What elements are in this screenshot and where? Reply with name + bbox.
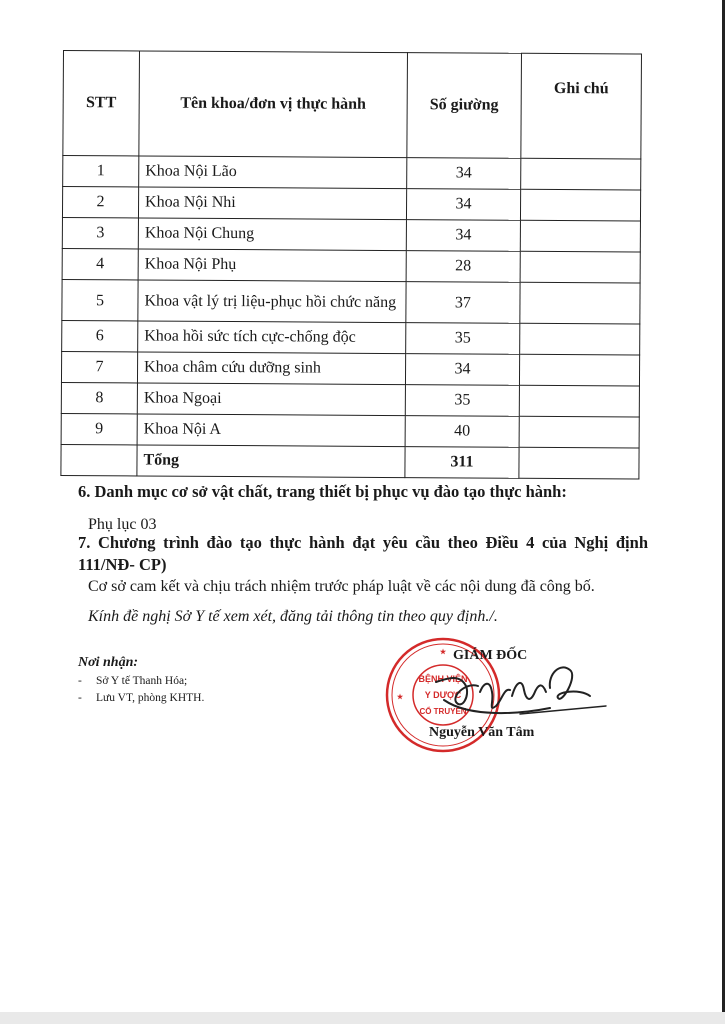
- row-beds: 40: [405, 416, 519, 448]
- row-note: [519, 385, 639, 417]
- table-row: [61, 382, 639, 417]
- table-row: [61, 351, 639, 386]
- list-item: - Lưu VT, phòng KHTH.: [78, 692, 205, 704]
- row-beds: 35: [406, 323, 520, 355]
- stamp-text-mid: Y DƯỢC: [424, 690, 462, 700]
- row-department: Khoa Nội Lão: [139, 156, 407, 189]
- stamp-ring-star: ★: [396, 694, 404, 701]
- row-stt: 1: [63, 156, 139, 187]
- row-beds: 34: [406, 189, 520, 221]
- signer-name: Nguyễn Văn Tâm: [429, 725, 535, 740]
- table-row: [63, 156, 641, 191]
- header-department: Tên khoa/đơn vị thực hành: [139, 51, 408, 158]
- row-stt: 7: [61, 351, 137, 382]
- row-stt: 6: [62, 320, 138, 351]
- recipient-label: Sở Y tế Thanh Hóa;: [96, 675, 188, 687]
- row-beds: 35: [405, 385, 519, 417]
- row-department: Khoa Ngoại: [137, 383, 405, 416]
- row-note: [519, 354, 639, 386]
- row-stt: 9: [61, 413, 137, 444]
- practice-beds-table: [60, 50, 642, 480]
- stamp-text-bot: CỔ TRUYỀN: [419, 707, 467, 716]
- row-stt: 2: [62, 187, 138, 218]
- row-department: Khoa Nội Nhi: [138, 187, 406, 220]
- total-stt: [61, 444, 137, 475]
- table-row: [61, 413, 639, 448]
- row-beds: 28: [406, 251, 520, 283]
- signature-title: GIÁM ĐỐC: [453, 648, 528, 663]
- header-stt: STT: [63, 51, 140, 156]
- section-6-text: Phụ lục 03: [88, 516, 157, 533]
- row-note: [520, 251, 640, 283]
- row-beds: 34: [405, 354, 519, 386]
- recipient-label: Lưu VT, phòng KHTH.: [96, 692, 205, 704]
- row-beds: 37: [406, 282, 520, 324]
- row-beds: 34: [407, 158, 521, 190]
- table-row: [62, 320, 640, 355]
- row-department: Khoa hồi sức tích cực-chống độc: [138, 321, 406, 354]
- row-stt: 4: [62, 248, 138, 279]
- recipients-list: [78, 673, 204, 707]
- stamp-ring-mark: ★: [439, 649, 447, 656]
- row-stt: 5: [62, 279, 138, 320]
- recipients-title: Nơi nhận:: [78, 655, 139, 670]
- section-6-heading: 6. Danh mục cơ sở vật chất, trang thiết bị phục vụ đào tạo thực hành:: [78, 482, 567, 501]
- table-row: [62, 187, 640, 222]
- row-department: Khoa vật lý trị liệu-phục hồi chức năng: [138, 280, 406, 323]
- list-item: - Sở Y tế Thanh Hóa;: [78, 675, 188, 687]
- scan-bottom: [0, 1012, 725, 1024]
- section-7-heading: 7. Chương trình đào tạo thực hành đạt yêu cầu theo Điều 4 của Nghị định 111/NĐ- CP): [78, 533, 648, 574]
- row-department: Khoa Nội Chung: [138, 218, 406, 251]
- total-label: Tổng: [137, 445, 405, 478]
- table-row: [62, 217, 640, 252]
- row-note: [520, 282, 640, 324]
- row-beds: 34: [406, 220, 520, 252]
- row-note: [520, 323, 640, 355]
- stamp-text-top: BỆNH VIỆN: [418, 674, 468, 684]
- row-note: [520, 220, 640, 252]
- row-department: Khoa Nội A: [137, 414, 405, 447]
- header-beds: Số giường: [407, 53, 522, 159]
- row-department: Khoa Nội Phụ: [138, 249, 406, 282]
- table-row: [62, 279, 640, 324]
- row-note: [521, 158, 641, 190]
- request-text: Kính đề nghị Sở Y tế xem xét, đăng tải thông tin theo quy định./.: [88, 608, 498, 625]
- total-beds: 311: [405, 447, 519, 479]
- handwritten-signature: [430, 652, 610, 722]
- total-note: [519, 447, 639, 479]
- table-header-row: [63, 51, 642, 160]
- row-note: [520, 189, 640, 221]
- table-row: [62, 248, 640, 283]
- row-department: Khoa châm cứu dưỡng sinh: [137, 352, 405, 385]
- header-note: Ghi chú: [521, 53, 642, 159]
- table-total-row: [61, 444, 639, 479]
- row-stt: 8: [61, 382, 137, 413]
- commitment-text: Cơ sở cam kết và chịu trách nhiệm trước pháp luật về các nội dung đã công bố.: [88, 578, 595, 595]
- row-stt: 3: [62, 217, 138, 248]
- row-note: [519, 416, 639, 448]
